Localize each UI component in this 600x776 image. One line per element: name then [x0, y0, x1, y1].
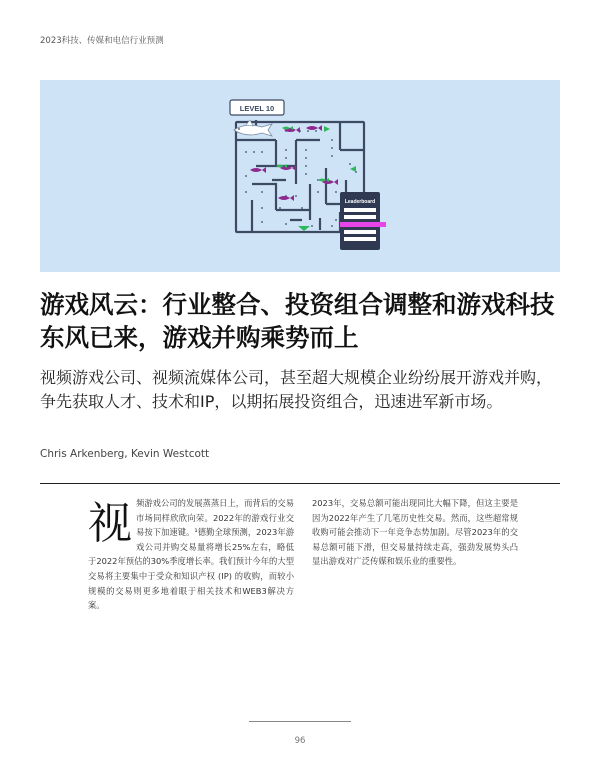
- body-column-right: 2023年，交易总额可能出现同比大幅下降，但这主要是因为2022年产生了几笔历史性交易。然而，这些超常规收购可能会推动下一年竞争态势加剧。尽管2023年的交易总额可能下滑，但交易量持续走高，强劲发展势头凸显出游戏对广泛传媒和娱乐业的重要性。: [312, 498, 518, 567]
- body-text-left: 频游戏公司的发展蒸蒸日上，而背后的交易市场同样欣欣向荣。2022年的游戏行业交易按下加速键。¹德勤全球预测，2023年游戏公司并购交易量将增长25%左右，略低于2022年预估的30%季度增长率。我们预计今年的大型交易将主要集中于受众和知识产权 (IP) 的收购，而较小规模的交易则更多地着眼于相关技术和WEB3解决方案。: [88, 498, 294, 611]
- leaderboard-label: Leaderboard: [344, 199, 376, 205]
- body-column-left: [88, 496, 294, 613]
- level-badge: [230, 100, 284, 115]
- drop-cap: 视: [88, 498, 132, 549]
- leaderboard-panel-icon: [340, 192, 386, 250]
- maze-game-illustration: [40, 80, 560, 272]
- section-divider: [40, 483, 560, 484]
- fish-icon-green: [276, 126, 329, 182]
- article-authors: Chris Arkenberg, Kevin Westcott: [40, 448, 210, 460]
- level-label: LEVEL 10: [239, 104, 275, 113]
- hero-illustration: [40, 80, 560, 272]
- running-header: 2023科技、传媒和电信行业预测: [40, 36, 164, 46]
- article-subtitle: 视频游戏公司、视频流媒体公司，甚至超大规模企业纷纷展开游戏并购，争先获取人才、技术和IP，以期拓展投资组合，迅速进军新市场。: [40, 368, 553, 411]
- article-title: 游戏风云：行业整合、投资组合调整和游戏科技东风已来，游戏并购乘势而上: [40, 290, 555, 352]
- page-number: 96: [294, 736, 306, 746]
- footer-rule: [249, 721, 351, 722]
- fish-icon: [250, 125, 338, 201]
